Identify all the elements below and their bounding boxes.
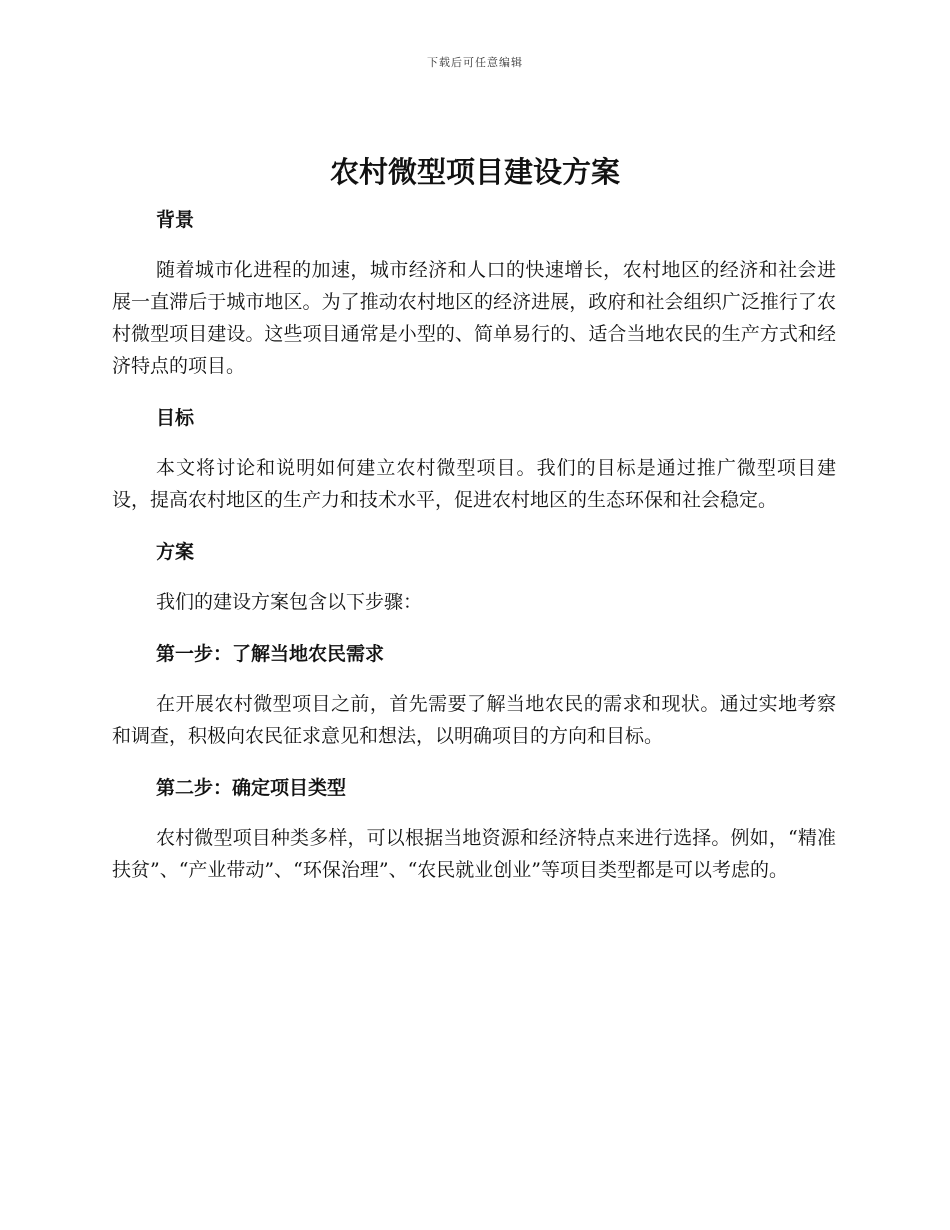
header-note: 下载后可任意编辑 [427, 56, 523, 69]
goal-paragraph: 本文将讨论和说明如何建立农村微型项目。我们的目标是通过推广微型项目建设，提高农村地区的生产力和技术水平，促进农村地区的生态环保和社会稳定。 [112, 457, 836, 511]
plan-intro-paragraph: 我们的建设方案包含以下步骤： [156, 591, 423, 613]
background-paragraph: 随着城市化进程的加速，城市经济和人口的快速增长，农村地区的经济和社会进展一直滞后于城市地区。为了推动农村地区的经济进展，政府和社会组织广泛推行了农村微型项目建设。这些项目通常是小型的、简单易行的、适合当地农民的生产方式和经济特点的项目。 [112, 259, 836, 377]
section-heading-background: 背景 [156, 209, 195, 231]
step-paragraph-2: 农村微型项目种类多样，可以根据当地资源和经济特点来进行选择。例如，“精准扶贫”、“产业带动”、“环保治理”、“农民就业创业”等项目类型都是可以考虑的。 [112, 827, 836, 881]
section-heading-plan: 方案 [156, 541, 195, 563]
step-heading-1: 第一步：了解当地农民需求 [156, 643, 385, 665]
document-body [112, 203, 836, 886]
step-paragraph-1: 在开展农村微型项目之前，首先需要了解当地农民的需求和现状。通过实地考察和调查，积极向农民征求意见和想法，以明确项目的方向和目标。 [112, 693, 836, 747]
section-heading-goal: 目标 [156, 407, 195, 429]
step-heading-2: 第二步：确定项目类型 [156, 777, 347, 799]
document-title: 农村微型项目建设方案 [329, 155, 620, 189]
